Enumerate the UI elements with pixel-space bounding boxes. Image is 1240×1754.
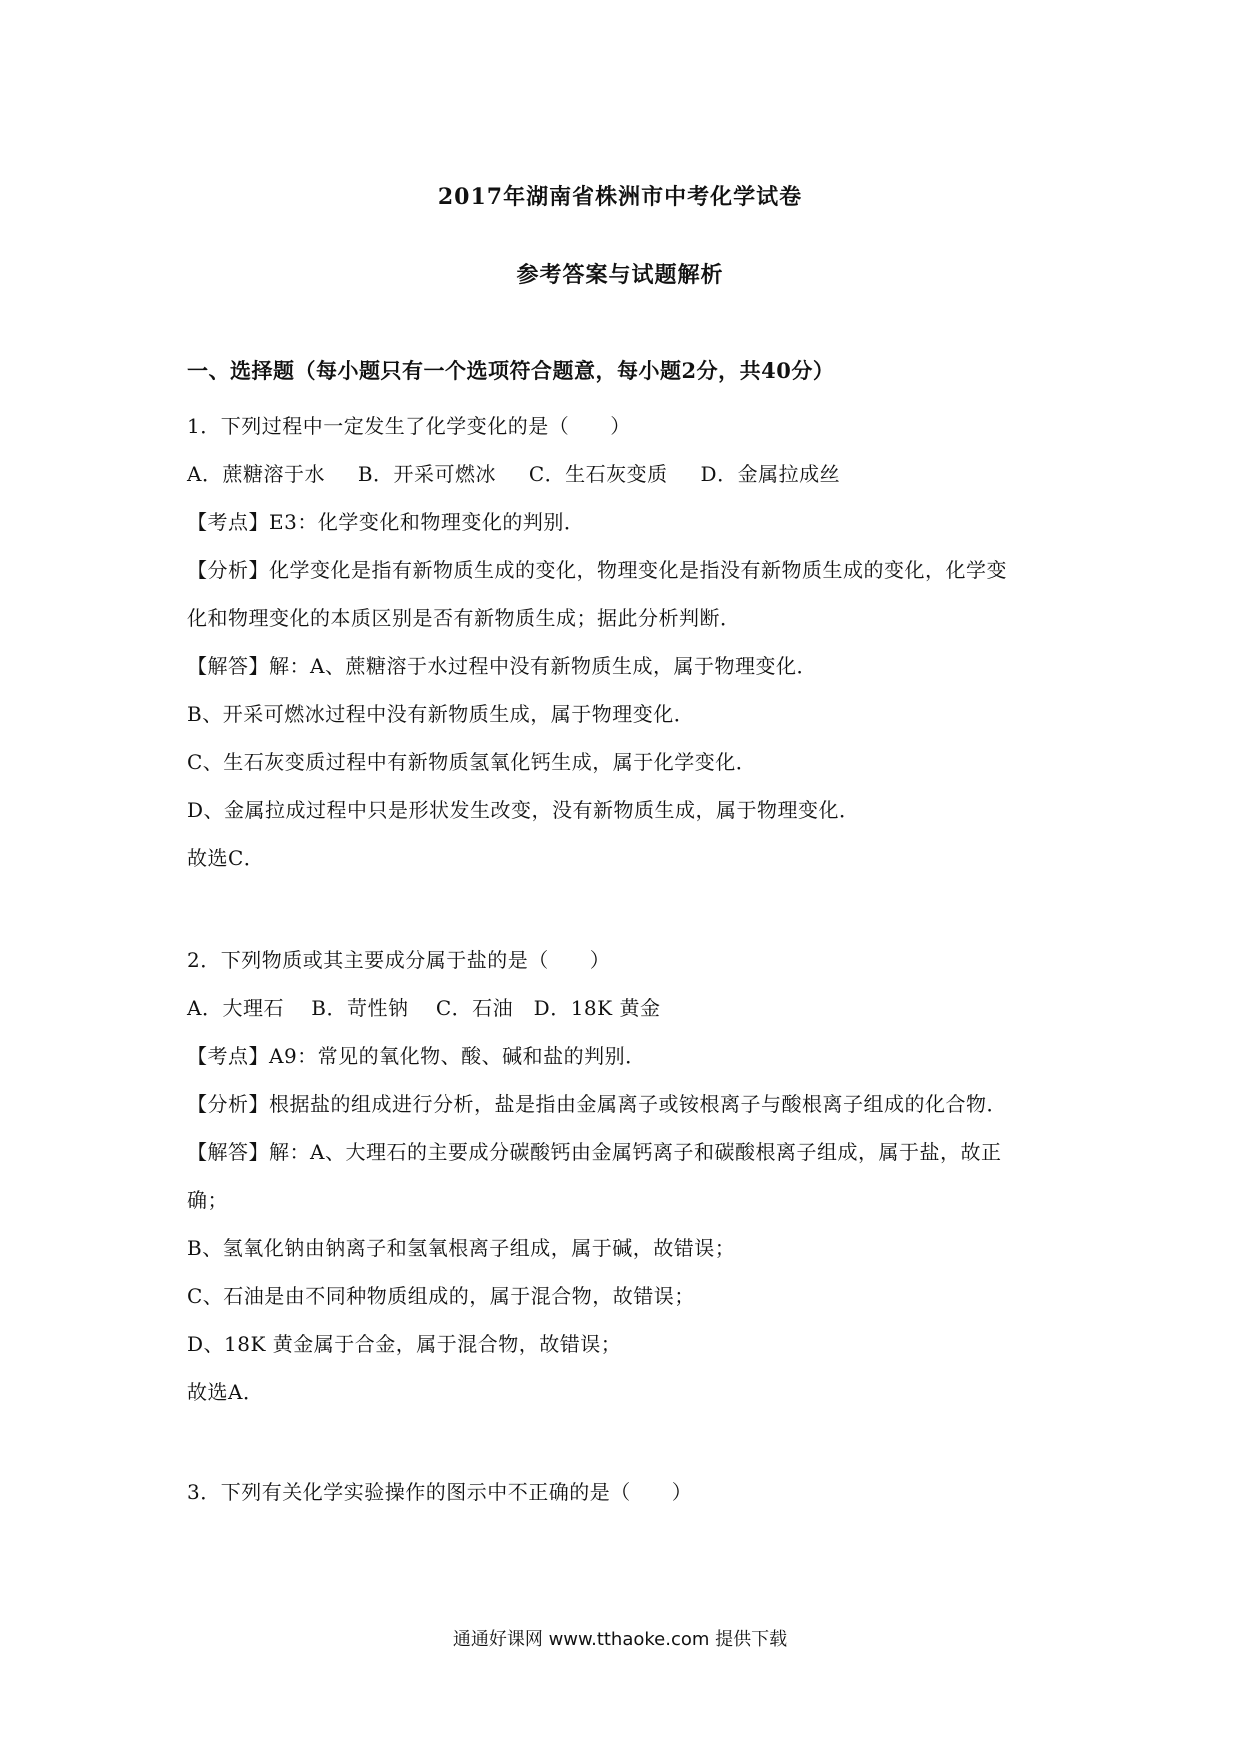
page-subtitle: 参考答案与试题解析 <box>516 262 724 288</box>
question-1-option-b: B．开采可燃冰 <box>357 462 497 486</box>
question-2-explanation-d: D、18K 黄金属于合金，属于混合物，故错误； <box>187 1332 622 1356</box>
page-title: 2017年湖南省株洲市中考化学试卷 <box>437 184 803 210</box>
question-1-kaodian: 【考点】E3：化学变化和物理变化的判别． <box>187 510 585 534</box>
question-2-jieda-line-1: 【解答】解：A、大理石的主要成分碳酸钙由金属钙离子和碳酸根离子组成，属于盐，故正 <box>187 1140 1002 1164</box>
question-2-explanation-c: C、石油是由不同种物质组成的，属于混合物，故错误； <box>187 1284 695 1308</box>
question-2-fenxi: 【分析】根据盐的组成进行分析，盐是指由金属离子或铵根离子与酸根离子组成的化合物． <box>187 1092 1007 1116</box>
question-1-option-d: D．金属拉成丝 <box>700 462 841 486</box>
question-3-stem: 3．下列有关化学实验操作的图示中不正确的是（ ） <box>187 1480 693 1504</box>
section-heading: 一、选择题（每小题只有一个选项符合题意，每小题2分，共40分） <box>187 358 835 383</box>
question-1-stem: 1．下列过程中一定发生了化学变化的是（ ） <box>187 414 631 438</box>
question-2-stem: 2．下列物质或其主要成分属于盐的是（ ） <box>187 948 611 972</box>
question-2-kaodian: 【考点】A9：常见的氧化物、酸、碱和盐的判别． <box>187 1044 646 1068</box>
question-1-explanation-b: B、开采可燃冰过程中没有新物质生成，属于物理变化． <box>187 702 695 726</box>
question-1-option-a: A．蔗糖溶于水 <box>187 462 325 486</box>
question-1-options <box>187 458 1090 487</box>
question-1-answer: 故选C． <box>187 846 265 870</box>
question-2-explanation-b: B、氢氧化钠由钠离子和氢氧根离子组成，属于碱，故错误； <box>187 1236 736 1260</box>
question-1-fenxi-line-1: 【分析】化学变化是指有新物质生成的变化，物理变化是指没有新物质生成的变化，化学变 <box>187 558 1007 582</box>
question-1-explanation-d: D、金属拉成过程中只是形状发生改变，没有新物质生成，属于物理变化． <box>187 798 860 822</box>
question-2-answer: 故选A． <box>187 1380 264 1404</box>
question-1-fenxi-line-2: 化和物理变化的本质区别是否有新物质生成；据此分析判断． <box>187 606 741 630</box>
question-1-explanation-c: C、生石灰变质过程中有新物质氢氧化钙生成，属于化学变化． <box>187 750 757 774</box>
question-2-jieda-line-2: 确； <box>187 1188 228 1212</box>
question-1-jieda: 【解答】解：A、蔗糖溶于水过程中没有新物质生成，属于物理变化． <box>187 654 817 678</box>
question-1-option-c: C．生石灰变质 <box>528 462 668 486</box>
page-footer: 通通好课网 www.tthaoke.com 提供下载 <box>452 1629 788 1650</box>
question-2-options: A．大理石 B．苛性钠 C．石油 D．18K 黄金 <box>187 996 661 1020</box>
